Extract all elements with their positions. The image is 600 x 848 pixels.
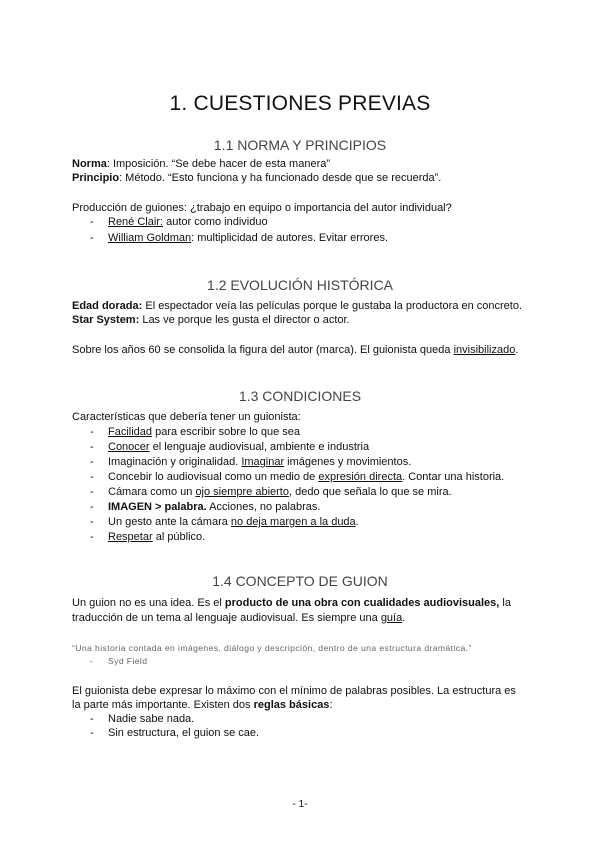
list-dash: -	[90, 501, 94, 513]
list-item-underlined: ojo siempre abierto	[195, 486, 289, 498]
anos-60-line	[72, 343, 518, 357]
concepto-line-1	[72, 596, 511, 610]
list-item-text: para escribir sobre lo que sea	[152, 426, 300, 438]
list-item-text: Cámara como un	[108, 486, 196, 498]
list-item-text: . Contar una historia.	[402, 471, 505, 483]
section-heading-condiciones: 1.3 CONDICIONES	[238, 388, 362, 404]
list-item-text: Nadie sabe nada.	[108, 713, 195, 725]
list-item-text: : multiplicidad de autores. Evitar errores.	[191, 232, 389, 244]
list-dash: -	[90, 441, 94, 453]
list-item-underlined: Conocer	[108, 441, 150, 453]
list-item-text: imágenes y movimientos.	[284, 456, 412, 468]
norma-line	[72, 157, 330, 171]
list-dash: -	[90, 516, 94, 528]
list-item-text: Concebir lo audiovisual como un medio de	[108, 471, 319, 483]
section-heading-evolucion: 1.2 EVOLUCIÓN HISTÓRICA	[207, 277, 393, 293]
quote-author	[90, 656, 147, 666]
page-number: - 1-	[292, 799, 308, 810]
section-heading-norma: 1.1 NORMA Y PRINCIPIOS	[213, 137, 387, 153]
guionista-line-2	[72, 698, 333, 712]
list-item-text: , dedo que señala lo que se mira.	[289, 486, 452, 498]
list-item-underlined: Imaginar	[241, 456, 285, 468]
principio-label: Principio	[72, 172, 120, 184]
star-system-line	[72, 313, 350, 327]
list-dash: -	[90, 471, 94, 483]
list-item	[90, 215, 268, 229]
guionista-post: :	[329, 699, 333, 711]
list-item-text: .	[355, 516, 359, 528]
list-item	[90, 712, 194, 726]
edad-dorada-line	[72, 299, 522, 313]
edad-label: Edad dorada:	[72, 300, 143, 312]
anos-underlined: invisibilizado	[453, 344, 516, 356]
guionista-line-1: El guionista debe expresar lo máximo con el mínimo de palabras posibles. La estructura es	[72, 685, 516, 697]
list-dash: -	[90, 727, 94, 739]
list-item	[90, 425, 300, 439]
list-item-underlined: no deja margen a la duda	[230, 516, 356, 528]
list-item	[90, 440, 369, 454]
list-item-text: Sin estructura, el guion se cae.	[108, 727, 260, 739]
list-item	[90, 726, 259, 740]
principio-text: : Método. “Esto funciona y ha funcionado desde que se recuerda”.	[119, 172, 442, 184]
produccion-line: Producción de guiones: ¿trabajo en equipo o importancia del autor individual?	[72, 202, 452, 214]
section-heading-concepto: 1.4 CONCEPTO DE GUION	[212, 573, 388, 589]
quote-text: “Una historia contada en imágenes, diálogo y descripción, dentro de una estructura dramática.”	[72, 643, 472, 653]
list-item-underlined: William Goldman	[108, 232, 192, 244]
list-dash: -	[90, 656, 94, 666]
concepto-post: .	[402, 612, 406, 624]
list-item-text: Acciones, no palabras.	[206, 501, 321, 513]
list-item-text: Un gesto ante la cámara	[108, 516, 231, 528]
concepto-pre: Un guion no es una idea. Es el	[72, 597, 225, 609]
list-item-underlined: Respetar	[108, 531, 153, 543]
list-item	[90, 500, 320, 514]
list-item	[90, 231, 388, 245]
list-dash: -	[90, 426, 94, 438]
guionista-pre: la parte más importante. Existen dos	[72, 699, 254, 711]
list-item-bold: IMAGEN > palabra.	[108, 501, 207, 513]
list-item	[90, 485, 452, 499]
list-dash: -	[90, 456, 94, 468]
list-item-underlined: René Clair:	[108, 216, 164, 228]
list-item-underlined: Facilidad	[108, 426, 153, 438]
list-item-text: al público.	[152, 531, 206, 543]
concepto-pre: traducción de un tema al lenguaje audiovisual. Es siempre una	[72, 612, 381, 624]
concepto-post: la	[499, 597, 511, 609]
list-item	[90, 530, 205, 544]
concepto-underlined: guía	[380, 612, 403, 624]
norma-label: Norma	[72, 158, 107, 170]
condiciones-intro: Características que debería tener un guionista:	[72, 411, 301, 423]
edad-text: El espectador veía las películas porque le gustaba la productora en concreto.	[142, 300, 523, 312]
list-item	[90, 455, 411, 469]
list-dash: -	[90, 216, 94, 228]
list-item-underlined: expresión directa	[318, 471, 403, 483]
list-dash: -	[90, 713, 94, 725]
star-text: Las ve porque les gusta el director o actor.	[139, 314, 350, 326]
anos-pre: Sobre los años 60 se consolida la figura del autor (marca). El guionista queda	[72, 344, 454, 356]
quote-author-name: Syd Field	[108, 656, 148, 666]
concepto-line-2	[72, 611, 405, 625]
list-dash: -	[90, 486, 94, 498]
anos-post: .	[515, 344, 519, 356]
list-dash: -	[90, 531, 94, 543]
list-item-text: Imaginación y originalidad.	[108, 456, 242, 468]
list-item	[90, 515, 359, 529]
norma-text: : Imposición. “Se debe hacer de esta manera”	[106, 158, 331, 170]
guionista-bold: reglas básicas	[253, 699, 330, 711]
list-item-text: autor como individuo	[163, 216, 268, 228]
list-dash: -	[90, 232, 94, 244]
page-title: 1. CUESTIONES PREVIAS	[169, 92, 431, 115]
list-item-text: el lenguaje audiovisual, ambiente e industria	[149, 441, 370, 453]
star-label: Star System:	[72, 314, 140, 326]
list-item	[90, 470, 504, 484]
concepto-bold: producto de una obra con cualidades audiovisuales,	[224, 597, 500, 609]
principio-line	[72, 171, 441, 185]
